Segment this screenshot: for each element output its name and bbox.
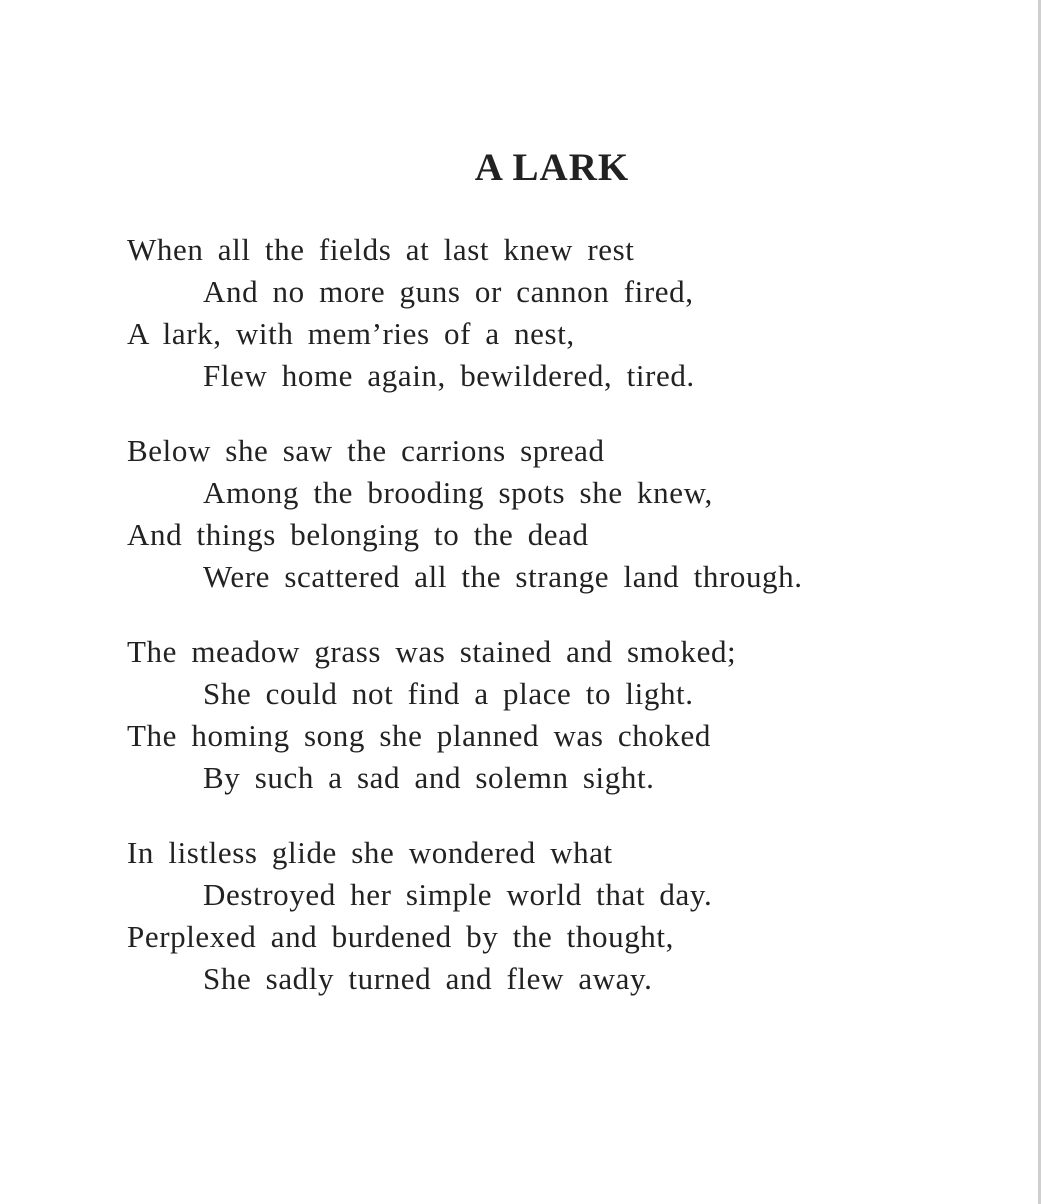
poem-line: By such a sad and solemn sight. bbox=[203, 760, 655, 795]
poem-line: The homing song she planned was choked bbox=[127, 718, 711, 753]
poem-line: A lark, with mem’ries of a nest, bbox=[127, 316, 575, 351]
stanza-4 bbox=[127, 832, 1027, 1000]
poem-line: Were scattered all the strange land through. bbox=[203, 559, 803, 594]
poem-line: When all the fields at last knew rest bbox=[127, 232, 635, 267]
stanza-2 bbox=[127, 430, 1027, 598]
poem-line: And no more guns or cannon fired, bbox=[203, 274, 694, 309]
poem-title: A LARK bbox=[474, 146, 630, 189]
poem-line: Destroyed her simple world that day. bbox=[203, 877, 713, 912]
stanza-1 bbox=[127, 229, 1027, 397]
poem-line: Among the brooding spots she knew, bbox=[203, 475, 713, 510]
poem-line: In listless glide she wondered what bbox=[127, 835, 613, 870]
poem-body bbox=[127, 229, 1027, 1033]
poem-line: She sadly turned and flew away. bbox=[203, 961, 653, 996]
poem-line: Perplexed and burdened by the thought, bbox=[127, 919, 674, 954]
poem-line: Below she saw the carrions spread bbox=[127, 433, 605, 468]
poem-line: Flew home again, bewildered, tired. bbox=[203, 358, 695, 393]
poem-line: The meadow grass was stained and smoked; bbox=[127, 634, 737, 669]
stanza-3 bbox=[127, 631, 1027, 799]
poem-line: And things belonging to the dead bbox=[127, 517, 589, 552]
poem-line: She could not find a place to light. bbox=[203, 676, 694, 711]
